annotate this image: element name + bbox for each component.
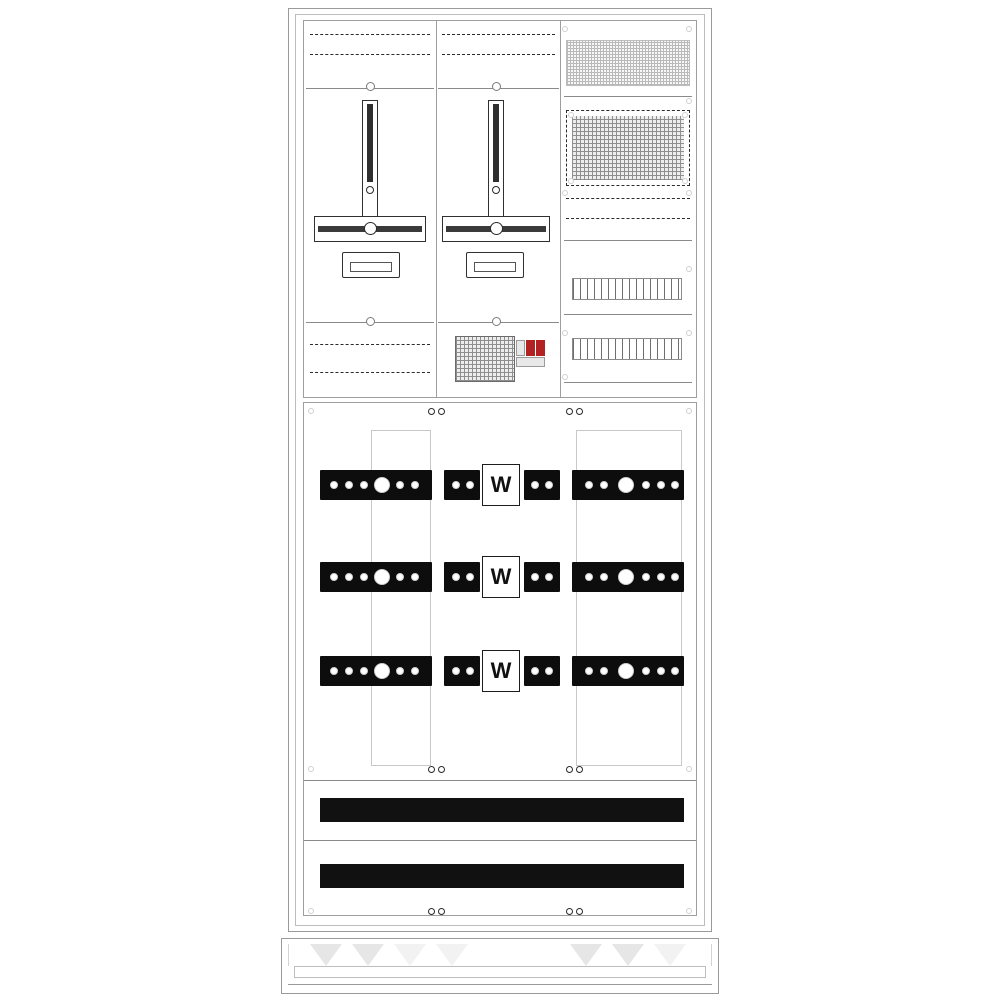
meter1-dot-b [345, 481, 353, 489]
right-screw-2 [686, 98, 692, 104]
left-dash-1 [310, 34, 430, 35]
vent-triangle-3 [394, 944, 426, 966]
mount-dot-13 [428, 908, 435, 915]
meter-3-label: W [490, 658, 512, 683]
left-dash-2 [310, 54, 430, 55]
meter3-dot-g [466, 667, 474, 675]
meter1-dot-k [600, 481, 608, 489]
meter-rail-1-mid-right [524, 470, 560, 500]
vent-triangle-4 [436, 944, 468, 966]
right-screw-3 [686, 190, 692, 196]
mini-terminal-red-1[interactable] [526, 340, 535, 356]
mount-dot-3 [566, 408, 573, 415]
lower-sep-2 [304, 840, 696, 841]
left-dash-3 [310, 344, 430, 345]
mid-dash-1 [442, 34, 555, 35]
meter1-dot-c [360, 481, 368, 489]
meter-rail-3-mid-right [524, 656, 560, 686]
meter2-dot-j [585, 573, 593, 581]
meter2-dot-big [374, 569, 390, 585]
meter1-dot-big [374, 477, 390, 493]
meter3-dot-i [545, 667, 553, 675]
meter3-dot-big2 [618, 663, 634, 679]
mid-dash-2 [442, 54, 555, 55]
meter1-dot-f [452, 481, 460, 489]
meter1-dot-n [671, 481, 679, 489]
right-screw-9 [562, 374, 568, 380]
nh-switch-1-pivot [366, 186, 374, 194]
right-module-dot-bl [568, 178, 574, 184]
meter1-dot-e [411, 481, 419, 489]
meter1-dot-a [330, 481, 338, 489]
meter1-dot-i [545, 481, 553, 489]
mount-dot-7 [428, 766, 435, 773]
meter3-dot-e [411, 667, 419, 675]
mount-dot-14 [438, 908, 445, 915]
meter3-dot-h [531, 667, 539, 675]
mount-dot-17 [308, 908, 314, 914]
meter3-dot-b [345, 667, 353, 675]
right-dash-2 [566, 218, 690, 219]
mini-terminal-strip[interactable] [516, 357, 545, 367]
mount-dot-11 [308, 766, 314, 772]
meter2-dot-g [466, 573, 474, 581]
meter2-dot-c [360, 573, 368, 581]
meter2-dot-k [600, 573, 608, 581]
right-sep-1 [564, 96, 692, 97]
screw-left-bottom [366, 317, 375, 326]
meter-1-label: W [490, 472, 512, 497]
right-sep-4 [564, 382, 692, 383]
meter3-dot-k [600, 667, 608, 675]
screw-left-top [366, 82, 375, 91]
nh-switch-2-hub [490, 222, 503, 235]
right-screw-4 [686, 266, 692, 272]
right-screw-1 [686, 26, 692, 32]
meter2-dot-b [345, 573, 353, 581]
meter2-dot-big2 [618, 569, 634, 585]
terminal-comb-2[interactable] [572, 338, 682, 360]
mount-dot-2 [438, 408, 445, 415]
meter1-dot-j [585, 481, 593, 489]
base-rail [294, 966, 706, 978]
upper-divider-1 [436, 20, 437, 398]
upper-divider-2 [560, 20, 561, 398]
meter-rail-2-mid-right [524, 562, 560, 592]
meter3-dot-j [585, 667, 593, 675]
screw-mid-bottom [492, 317, 501, 326]
mount-dot-5 [308, 408, 314, 414]
meter1-dot-g [466, 481, 474, 489]
right-sep-2 [564, 240, 692, 241]
meter2-dot-l [642, 573, 650, 581]
meter-rail-3-mid-left [444, 656, 480, 686]
mount-dot-15 [566, 908, 573, 915]
nh-switch-2-handle-grip [474, 262, 516, 272]
mount-dot-6 [686, 408, 692, 414]
meter3-dot-n [671, 667, 679, 675]
meter-rail-1-mid-left [444, 470, 480, 500]
right-module-dot-tr [682, 112, 688, 118]
meter1-dot-h [531, 481, 539, 489]
base-bottom-line [288, 984, 712, 985]
cover-strip-2[interactable] [320, 864, 684, 888]
mount-dot-16 [576, 908, 583, 915]
meter1-dot-big2 [618, 477, 634, 493]
screw-mid-top [492, 82, 501, 91]
meter2-dot-a [330, 573, 338, 581]
mini-terminal-1[interactable] [516, 340, 525, 356]
nh-switch-1-handle-grip [350, 262, 392, 272]
meter-2-label: W [490, 564, 512, 589]
left-dash-4 [310, 372, 430, 373]
meter-2[interactable] [482, 556, 520, 598]
right-filter-panel [566, 40, 690, 86]
lower-sep-1 [304, 780, 696, 781]
right-screw-5 [686, 330, 692, 336]
mount-dot-12 [686, 766, 692, 772]
right-module-hatch [572, 116, 684, 180]
terminal-block-hatched[interactable] [455, 336, 515, 382]
meter3-dot-c [360, 667, 368, 675]
nh-switch-1-hub [364, 222, 377, 235]
right-dash-1 [566, 198, 690, 199]
meter-3[interactable] [482, 650, 520, 692]
meter2-dot-e [411, 573, 419, 581]
meter3-dot-f [452, 667, 460, 675]
meter2-dot-f [452, 573, 460, 581]
mount-dot-4 [576, 408, 583, 415]
right-screw-8 [562, 330, 568, 336]
vent-triangle-7 [654, 944, 686, 966]
meter3-dot-d [396, 667, 404, 675]
vent-triangle-1 [310, 944, 342, 966]
meter3-dot-a [330, 667, 338, 675]
meter2-dot-d [396, 573, 404, 581]
mount-dot-8 [438, 766, 445, 773]
right-screw-7 [562, 190, 568, 196]
mount-dot-18 [686, 908, 692, 914]
nh-switch-2-blade [493, 104, 499, 182]
mini-terminal-red-2[interactable] [536, 340, 545, 356]
meter-rail-2-mid-left [444, 562, 480, 592]
nh-switch-1-blade [367, 104, 373, 182]
meter2-dot-h [531, 573, 539, 581]
mount-dot-9 [566, 766, 573, 773]
nh-switch-2-pivot [492, 186, 500, 194]
meter2-dot-m [657, 573, 665, 581]
meter1-dot-d [396, 481, 404, 489]
mount-dot-1 [428, 408, 435, 415]
meter1-dot-l [642, 481, 650, 489]
mount-dot-10 [576, 766, 583, 773]
vent-triangle-2 [352, 944, 384, 966]
right-module-dot-tl [568, 112, 574, 118]
meter1-dot-m [657, 481, 665, 489]
meter2-dot-i [545, 573, 553, 581]
vent-triangle-6 [612, 944, 644, 966]
right-module-dot-br [682, 178, 688, 184]
meter2-dot-n [671, 573, 679, 581]
cover-strip-1[interactable] [320, 798, 684, 822]
terminal-comb-1[interactable] [572, 278, 682, 300]
meter3-dot-big [374, 663, 390, 679]
meter-1[interactable] [482, 464, 520, 506]
meter3-dot-m [657, 667, 665, 675]
right-screw-6 [562, 26, 568, 32]
right-sep-3 [564, 314, 692, 315]
meter3-dot-l [642, 667, 650, 675]
vent-triangle-5 [570, 944, 602, 966]
